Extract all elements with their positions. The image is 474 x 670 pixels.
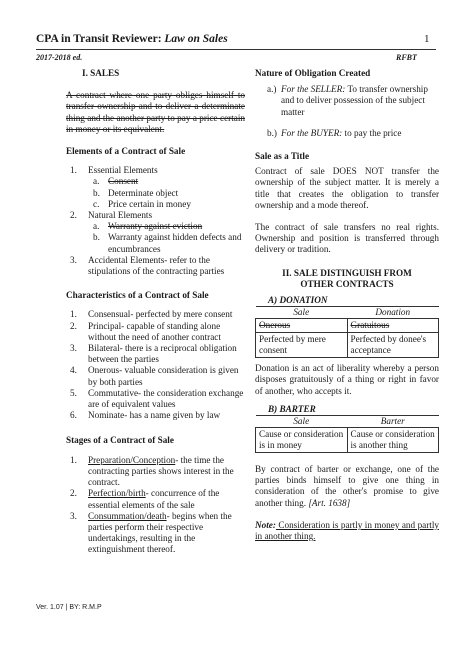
donation-note: Donation is an act of liberality whereby a person disposes gratuitously of a thing or right in favor of another, who accepts it. xyxy=(255,363,439,396)
table-header-row xyxy=(256,416,439,428)
cell-text: Perfected by donee's acceptance xyxy=(350,334,427,356)
sublist xyxy=(88,221,245,255)
item-text: Consent xyxy=(108,176,139,187)
item-number: 5. xyxy=(70,387,77,398)
list-item xyxy=(66,388,245,410)
cell-text: Perfected by mere consent xyxy=(259,334,326,356)
table-row xyxy=(256,319,439,333)
section-title-sales: I. SALES xyxy=(82,68,120,78)
item-number: 1. xyxy=(70,309,77,320)
donation-block xyxy=(255,295,439,397)
sublist xyxy=(88,176,245,210)
list-item xyxy=(88,199,245,210)
item-number: 2. xyxy=(70,488,77,499)
item-text: - concurrence of the essential elements of the sale xyxy=(88,488,220,510)
table-row xyxy=(256,428,439,453)
left-column xyxy=(66,68,245,556)
item-number: c. xyxy=(93,198,100,209)
item-number: b. xyxy=(93,187,100,198)
list-item xyxy=(66,511,245,556)
item-text: Principal- capable of standing alone without the need of another contract xyxy=(88,320,221,342)
cell-text: Cause or consideration is another thing xyxy=(350,429,435,451)
list-item xyxy=(66,165,245,210)
barter-table xyxy=(255,415,439,453)
list-item xyxy=(66,410,245,421)
section-title-line-2: OTHER CONTRACTS xyxy=(300,278,394,289)
section-title-line-1: II. SALE DISTINGUISH FROM xyxy=(282,267,412,278)
item-number: b.) xyxy=(267,127,277,138)
barter-note xyxy=(255,464,439,509)
document-title xyxy=(36,33,228,45)
column-header-sale: Sale xyxy=(256,307,348,319)
table-cell xyxy=(347,319,439,333)
item-number: b. xyxy=(93,232,100,243)
list-item xyxy=(66,365,245,387)
column-header-barter: Barter xyxy=(347,416,439,428)
item-text: - begins when the parties perform their respective undertakings, resulting in the extinguishment thereof. xyxy=(88,510,232,555)
table-cell xyxy=(256,333,348,358)
characteristics-heading: Characteristics of a Contract of Sale xyxy=(66,290,209,301)
table-header-row xyxy=(256,307,439,319)
title-section-heading: Sale as a Title xyxy=(255,151,310,162)
cell-text: Onerous xyxy=(259,320,291,331)
note-label: Note: xyxy=(255,519,276,530)
stage-term: Consummation/death xyxy=(88,510,167,521)
item-text: Onerous- valuable consideration is given by both parties xyxy=(88,365,239,387)
nature-heading: Nature of Obligation Created xyxy=(255,68,371,78)
item-text: - the time the contracting parties shows interest in the contract. xyxy=(88,454,234,488)
header-divider xyxy=(36,49,436,50)
barter-note-text: By contract of barter or exchange, one of the parties binds himself to give one thing in consideration of the other's promise to give another thing. xyxy=(255,464,439,508)
characteristics-list xyxy=(66,309,245,421)
list-item xyxy=(66,210,245,255)
page-number: 1 xyxy=(424,33,430,45)
list-item xyxy=(66,321,245,343)
nature-list xyxy=(255,84,439,139)
list-item xyxy=(66,488,245,510)
edition-label: 2017-2018 ed. xyxy=(36,53,83,62)
stages-heading: Stages of a Contract of Sale xyxy=(66,435,174,446)
item-number: 4. xyxy=(70,365,77,376)
item-number: 1. xyxy=(70,165,77,176)
list-item xyxy=(255,84,439,118)
table-row xyxy=(256,333,439,358)
item-number: 3. xyxy=(70,510,77,521)
title-subject: Law on Sales xyxy=(164,33,228,45)
definition-text: A contract where one party obliges himself to transfer ownership and to deliver a determinate thing and the another party to pay a price certain in money or its equivalent. xyxy=(66,90,245,134)
item-number: 6. xyxy=(70,410,77,421)
item-number: a. xyxy=(93,176,100,187)
subject-code: RFBT xyxy=(396,53,417,62)
article-citation: [Art. 1638] xyxy=(308,497,351,508)
note-text: Consideration is partly in money and partly in another thing. xyxy=(255,519,439,542)
item-text: Accidental Elements- refer to the stipulations of the contracting parties xyxy=(88,254,225,277)
item-text: to pay the price xyxy=(342,127,402,138)
title-prefix: CPA in Transit Reviewer: xyxy=(36,33,165,45)
title-paragraph-2: The contract of sale transfers no real rights. Ownership and position is transferred through delivery or tradition. xyxy=(255,222,439,255)
final-note xyxy=(255,520,439,542)
donation-table xyxy=(255,306,439,358)
table-cell xyxy=(256,428,348,453)
barter-block xyxy=(255,404,439,509)
table-cell xyxy=(347,428,439,453)
stages-list xyxy=(66,455,245,556)
list-item xyxy=(88,176,245,187)
item-number: 2. xyxy=(70,320,77,331)
item-number: 3. xyxy=(70,343,77,354)
table-cell xyxy=(256,319,348,333)
elements-heading: Elements of a Contract of Sale xyxy=(66,146,186,157)
cell-text: Cause or consideration is in money xyxy=(259,429,344,451)
cell-text: Gratuitous xyxy=(350,320,390,331)
item-text: Warranty against hidden defects and encumbrances xyxy=(108,232,242,254)
donation-heading: A) DONATION xyxy=(268,295,328,306)
item-number: a.) xyxy=(267,84,277,95)
list-item xyxy=(255,128,439,139)
item-text: Natural Elements xyxy=(88,210,153,221)
list-item xyxy=(66,455,245,489)
list-item xyxy=(88,232,245,254)
item-text: Determinate object xyxy=(108,187,179,198)
stage-term: Preparation/Conception xyxy=(88,454,176,465)
item-text: Essential Elements xyxy=(88,165,158,176)
list-item xyxy=(66,255,245,277)
stage-term: Perfection/birth xyxy=(88,488,146,499)
item-number: 1. xyxy=(70,454,77,465)
elements-list xyxy=(66,165,245,277)
list-item xyxy=(66,343,245,365)
section-title-distinguish xyxy=(255,268,439,290)
item-text: Price certain in money xyxy=(108,198,191,209)
column-header-sale: Sale xyxy=(256,416,348,428)
right-column xyxy=(255,68,439,542)
item-text: Warranty against eviction xyxy=(108,221,203,232)
item-text: To transfer ownership and to deliver possession of the subject matter xyxy=(281,84,428,117)
item-number: 2. xyxy=(70,210,77,221)
party-label: For the BUYER: xyxy=(281,127,343,138)
item-text: Nominate- has a name given by law xyxy=(88,410,221,421)
barter-heading: B) BARTER xyxy=(268,403,316,414)
title-paragraph-1: Contract of sale DOES NOT transfer the ownership of the subject matter. It is merely a title that creates the obligation to transfer ownership and a mode thereof. xyxy=(255,166,439,210)
version-footer: Ver. 1.07 | BY: R.M.P xyxy=(36,604,102,611)
item-text: Bilateral- there is a reciprocal obligation between the parties xyxy=(88,343,237,365)
party-label: For the SELLER: xyxy=(281,84,346,95)
list-item xyxy=(66,309,245,320)
list-item xyxy=(88,188,245,199)
column-header-donation: Donation xyxy=(347,307,439,319)
table-cell xyxy=(347,333,439,358)
item-number: a. xyxy=(93,221,100,232)
item-text: Commutative- the consideration exchange are of equivalent values xyxy=(88,387,244,410)
item-number: 3. xyxy=(70,254,77,265)
sale-definition xyxy=(66,90,245,135)
list-item xyxy=(88,221,245,232)
item-text: Consensual- perfected by mere consent xyxy=(88,309,233,320)
